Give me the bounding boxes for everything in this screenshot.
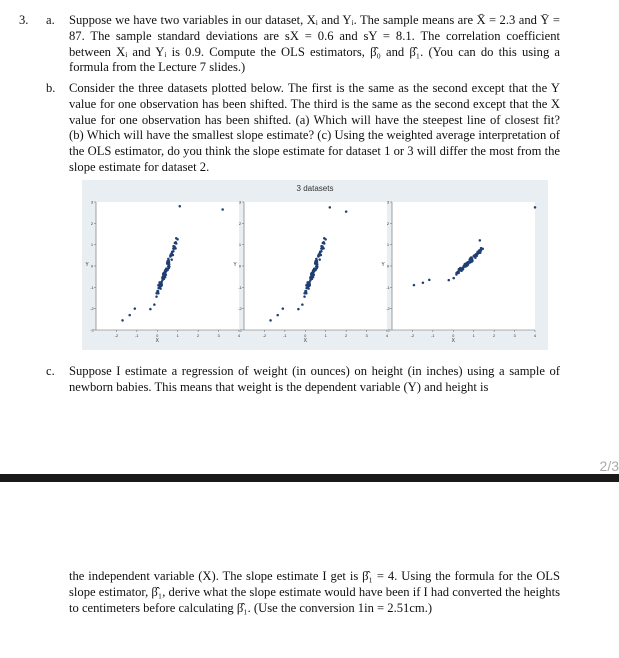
panel-3-data-point xyxy=(470,257,473,260)
part-b-text: Consider the three datasets plotted below. The first is the same as the second except that the Y value for one observation has been shifted. The third is the same as the second except that the X value for one observation has been shifted. (a) Which will have the steepest line of closest fit? (b) Which will have the smallest slope estimate? (c) Using the weighted average interpretation of the OLS estimator, do you think the slope estimate for dataset 1 or 3 will differ the most from the slope estimate for dataset 2. xyxy=(69,81,560,174)
panel-2-y-tick-label: 3 xyxy=(238,199,242,205)
panel-2-y-tick-label: 1 xyxy=(238,242,242,248)
panel-2-data-point xyxy=(319,250,322,253)
panel-3-y-tick-label: 3 xyxy=(386,199,390,205)
panel-3-x-tick-label: -2 xyxy=(410,333,415,338)
panel-1-data-point xyxy=(174,241,177,244)
panel-3-data-point xyxy=(448,279,451,282)
panel-1-y-label: Y xyxy=(85,262,89,268)
panel-1-y-tick-label: 1 xyxy=(90,242,94,248)
panel-3-y-tick-label: 0 xyxy=(386,263,390,269)
panel-3-y-tick-label: 2 xyxy=(386,220,390,226)
panel-1-data-point xyxy=(166,268,169,271)
panel-2-data-point xyxy=(345,210,348,213)
panel-1-y-tick-label: -2 xyxy=(90,306,94,312)
panel-1-data-point xyxy=(149,308,152,311)
panel-2-x-tick-label: 0 xyxy=(304,333,307,338)
panel-3-y-tick-label: -2 xyxy=(386,306,390,312)
page-divider xyxy=(0,474,619,482)
page-indicator: 2/3 xyxy=(599,458,619,474)
panel-2-x-tick-label: -2 xyxy=(262,333,267,338)
panel-1-data-point xyxy=(155,295,158,298)
panel-1-data-point xyxy=(167,262,170,265)
panel-3-data-point xyxy=(534,206,537,209)
panel-1-data-point xyxy=(156,292,159,295)
panel-2-data-point xyxy=(320,254,323,257)
panel-3-data-point xyxy=(469,261,472,264)
panel-2-data-point xyxy=(312,272,315,275)
panel-3-data-point xyxy=(471,260,474,263)
panel-1-y-tick-label: 3 xyxy=(90,199,94,205)
panel-2-data-point xyxy=(301,303,304,306)
panel-1-data-point xyxy=(179,205,182,208)
panel-2-data-point xyxy=(322,241,325,244)
panel-3-data-point xyxy=(428,279,431,282)
panel-3-x-tick-label: 0 xyxy=(452,333,455,338)
panel-2-data-point xyxy=(318,258,321,261)
panel-2-data-point xyxy=(276,314,279,317)
panel-1-data-point xyxy=(221,208,224,211)
panel-1-x-tick-label: 3 xyxy=(217,333,220,338)
panel-3-x-tick-label: 3 xyxy=(513,333,516,338)
question-number: 3. xyxy=(19,13,29,27)
panel-1-x-tick-label: 0 xyxy=(156,333,159,338)
panel-2-data-point xyxy=(318,253,321,256)
panel-2-x-tick-label: -1 xyxy=(283,333,287,338)
panel-2-data-point xyxy=(309,279,312,282)
panel-3-y-tick-label: -3 xyxy=(386,327,390,333)
panel-2-x-label: X xyxy=(303,338,307,344)
part-c-label: c. xyxy=(46,364,55,378)
panel-2-data-point xyxy=(303,295,306,298)
panel-3-data-point xyxy=(464,264,467,267)
panel-3-x-tick-label: -1 xyxy=(431,333,435,338)
panel-3-data-point xyxy=(456,272,459,275)
panel-2-data-point xyxy=(269,319,272,322)
panel-2-x-tick-label: 1 xyxy=(324,333,327,338)
panel-1-data-point xyxy=(171,250,174,253)
panel-3-data-point xyxy=(460,268,463,271)
panel-2-data-point xyxy=(315,262,318,265)
panel-2-data-point xyxy=(324,238,327,241)
panel-1-y-tick-label: -1 xyxy=(90,284,94,290)
panel-3-data-point xyxy=(479,239,482,242)
panel-1-x-label: X xyxy=(155,338,159,344)
panel-2-data-point xyxy=(329,206,332,209)
panel-2-data-point xyxy=(304,292,307,295)
panel-2-data-point xyxy=(297,308,300,311)
panel-1-data-point xyxy=(162,275,165,278)
panel-3-data-point xyxy=(413,284,416,287)
panel-1-data-point xyxy=(176,238,179,241)
panel-3-data-point xyxy=(479,249,482,252)
panel-1-data-point xyxy=(172,245,175,248)
panel-2-y-tick-label: 0 xyxy=(238,263,242,269)
panel-2-data-point xyxy=(307,284,310,287)
panel-3-x-label: X xyxy=(451,338,455,344)
panel-1-data-point xyxy=(159,284,162,287)
panel-1-data-point xyxy=(134,307,137,310)
panel-2-data-point xyxy=(321,247,324,250)
panel-1-x-tick-label: 2 xyxy=(197,333,200,338)
panel-2-data-point xyxy=(315,259,318,262)
panel-2-data-point xyxy=(316,265,319,268)
panel-1-data-point xyxy=(167,259,170,262)
panel-2-y-tick-label: -1 xyxy=(238,284,242,290)
three-datasets-chart xyxy=(82,180,548,350)
panel-2-x-tick-label: 2 xyxy=(345,333,348,338)
part-c-continuation: the independent variable (X). The slope estimate I get is β̂₁ = 4. Using the formula for the OLS slope estimator, β̂₁, derive what the slope estimate would have been if I had converted the heights to centimeters before calculating β̂₁. (Use the conversion 1in = 2.51cm.) xyxy=(69,569,560,615)
panel-1-data-point xyxy=(128,314,131,317)
panel-1-y-tick-label: -3 xyxy=(90,327,94,333)
scatter-figure xyxy=(82,180,548,350)
panel-1-data-point xyxy=(164,272,167,275)
part-b-label: b. xyxy=(46,81,56,95)
part-a-label: a. xyxy=(46,13,55,27)
part-c-text: Suppose I estimate a regression of weight (in ounces) on height (in inches) using a sample of newborn babies. This means that weight is the dependent variable (Y) and height is xyxy=(69,364,560,394)
panel-3-data-point xyxy=(482,247,485,250)
panel-1-x-tick-label: -1 xyxy=(135,333,139,338)
panel-3-data-point xyxy=(473,254,476,257)
panel-3-x-tick-label: 1 xyxy=(472,333,475,338)
panel-1-x-tick-label: 4 xyxy=(237,333,241,338)
part-a-text: Suppose we have two variables in our dataset, Xᵢ and Yᵢ. The sample means are X̄ = 2.3 and Ȳ = 87. The sample standard deviations are sX = 0.6 and sY = 8.1. The correlation coefficient between Xᵢ and Yᵢ is 0.9. Compute the OLS estimators, β̂₀ and β̂₁. (You can do this using a formula from the Lecture 7 slides.) xyxy=(69,13,560,75)
panel-2-y-tick-label: -3 xyxy=(238,327,242,333)
panel-3-x-tick-label: 4 xyxy=(533,333,537,338)
panel-1-x-tick-label: 1 xyxy=(176,333,179,338)
panel-3-x-tick-label: 2 xyxy=(493,333,496,338)
panel-1-data-point xyxy=(121,319,124,322)
panel-1-data-point xyxy=(153,303,156,306)
panel-1-data-point xyxy=(170,253,173,256)
panel-1-data-point xyxy=(168,265,171,268)
panel-1-y-tick-label: 0 xyxy=(90,263,94,269)
panel-2-x-tick-label: 3 xyxy=(365,333,368,338)
panel-3-data-point xyxy=(422,281,425,284)
panel-3-y-tick-label: 1 xyxy=(386,242,390,248)
panel-1-data-point xyxy=(173,247,176,250)
panel-3-y-tick-label: -1 xyxy=(386,284,390,290)
panel-2-data-point xyxy=(310,275,313,278)
panel-1-x-tick-label: -2 xyxy=(114,333,119,338)
panel-1-data-point xyxy=(170,258,173,261)
chart-title: 3 datasets xyxy=(296,184,334,193)
panel-2-y-tick-label: 2 xyxy=(238,220,242,226)
panel-2-data-point xyxy=(320,245,323,248)
panel-1-data-point xyxy=(172,254,175,257)
panel-2-data-point xyxy=(314,268,317,271)
panel-1-data-point xyxy=(161,279,164,282)
panel-2-x-tick-label: 4 xyxy=(385,333,389,338)
panel-2-y-label: Y xyxy=(233,262,237,268)
panel-2-data-point xyxy=(282,307,285,310)
panel-3-data-point xyxy=(452,277,455,280)
panel-1-y-tick-label: 2 xyxy=(90,220,94,226)
panel-2-y-tick-label: -2 xyxy=(238,306,242,312)
panel-3-y-label: Y xyxy=(381,262,385,268)
